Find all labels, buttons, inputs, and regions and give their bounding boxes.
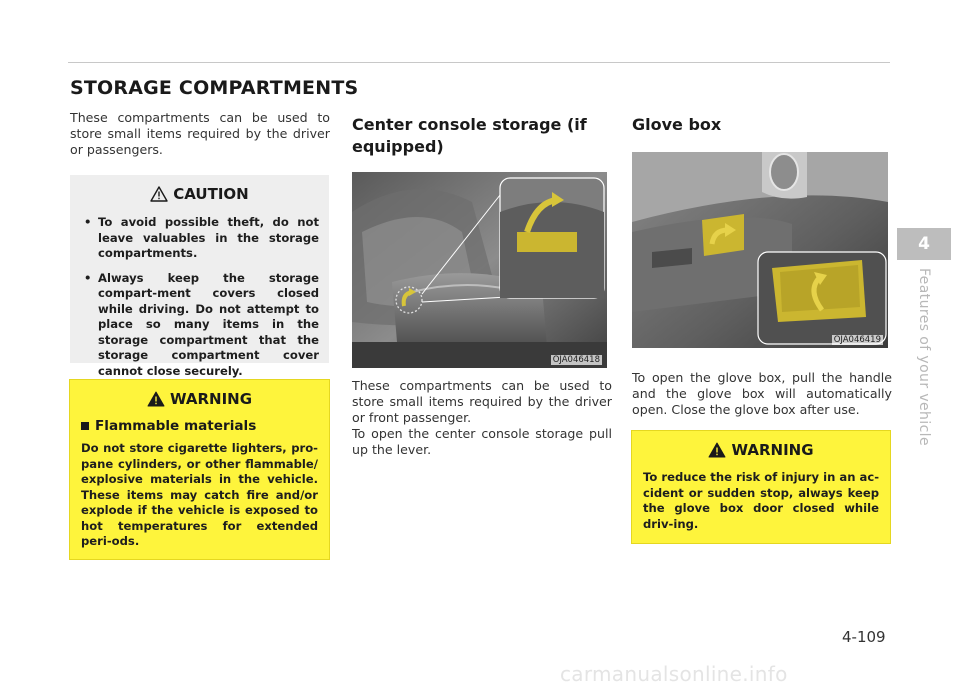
top-rule [68,62,890,63]
center-console-heading: Center console storage (if equipped) [352,115,587,156]
warning-triangle-icon [147,391,165,407]
warning-triangle-icon [708,442,726,458]
center-console-illustration [352,172,607,368]
glove-box-text-block [632,370,892,418]
warning-title: WARNING [731,441,814,459]
center-console-text [352,378,612,458]
column-center-console [352,114,612,158]
column-storage-intro [70,110,330,158]
warning-title: WARNING [169,390,253,408]
warning-text: Do not store cigarette lighters, pro-pane cylinders, or other flammable/ explosive materials in the vehicle. These items may catch fire and/or explode if the vehicle is exposed to hot temperatures for extended peri-ods. [81,441,318,548]
warning-title-row [81,390,318,408]
warning-box-flammable [69,379,330,560]
page-number: 4-109 [842,628,886,646]
warning-text: To reduce the risk of injury in an ac-cident or sudden stop, always keep the glove box door closed while driv-ing. [643,470,880,531]
caution-title: CAUTION [173,185,249,203]
square-bullet-icon [81,422,89,430]
caution-box [70,175,329,378]
warning-box-glove-box [631,430,891,544]
glove-box-figure [632,152,888,348]
warning-triangle-outline-icon [150,186,168,202]
figure-label: OJA046419 [833,335,881,345]
chapter-title-vertical [906,268,942,458]
center-console-figure [352,172,607,368]
center-console-text-block [352,378,612,458]
column-glove-box [632,114,892,136]
warning-subheading: Flammable materials [95,418,257,434]
glove-box-text: To open the glove box, pull the handle and the glove box will automatically open. Close the glove box after use. [632,370,892,417]
warning-subheading-row [81,418,318,434]
intro-text: These compartments can be used to store small items required by the driver or passengers. [70,110,330,157]
chapter-tab[interactable] [897,228,951,260]
caution-list [80,215,319,379]
watermark: carmanualsonline.info [560,662,788,686]
chapter-title: Features of your vehicle [916,268,932,446]
glove-box-illustration [632,152,888,348]
warning-title-row [643,441,879,459]
caution-title-row [80,185,319,203]
center-console-text-2: To open the center console storage pull up the lever. [352,426,612,457]
chapter-number: 4 [918,234,930,254]
figure-label: OJA046418 [552,355,600,365]
glove-box-heading: Glove box [632,115,722,134]
caution-item: • Always keep the storage compart-ment covers closed while driving. Do not attempt to place so many items in the storage compartment that the storage compartment cover cannot close securely. [80,271,319,380]
caution-item: • To avoid possible theft, do not leave valuables in the storage compartments. [80,215,319,262]
section-title: STORAGE COMPARTMENTS [70,77,359,99]
center-console-text-1: These compartments can be used to store small items required by the driver or front passenger. [352,378,612,425]
